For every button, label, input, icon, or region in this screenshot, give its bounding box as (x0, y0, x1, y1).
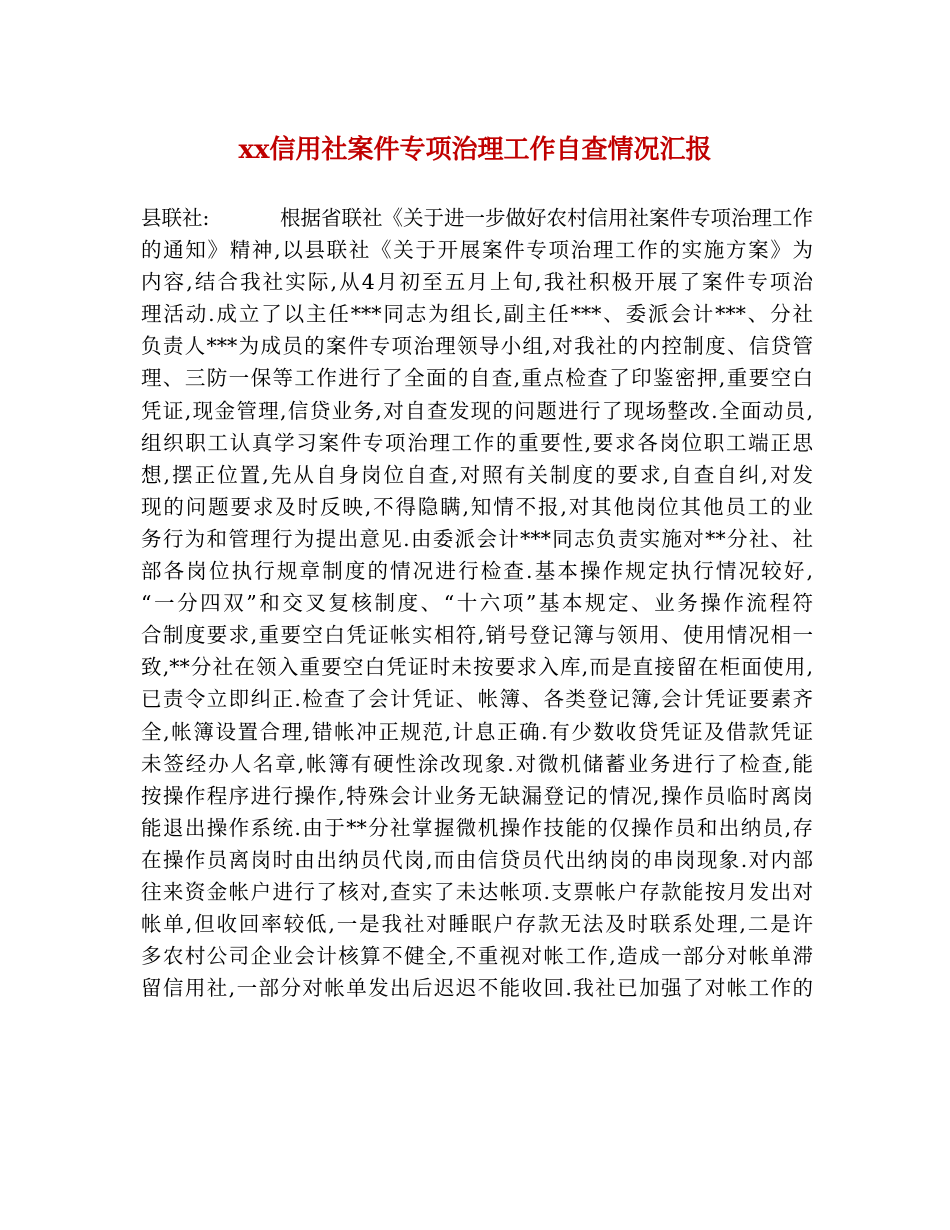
body-line: 合制度要求,重要空白凭证帐实相符,销号登记簿与领用、使用情况相一 (141, 623, 813, 648)
body-line: 务行为和管理行为提出意见.由委派会计***同志负责实施对**分社、社 (141, 526, 813, 551)
body-line: 理活动.成立了以主任***同志为组长,副主任***、委派会计***、分社 (141, 302, 813, 327)
document-title: xx信用社案件专项治理工作自查情况汇报 (238, 135, 712, 165)
body-line: 部各岗位执行规章制度的情况进行检查.基本操作规定执行情况较好, (141, 559, 813, 584)
body-line: 全,帐簿设置合理,错帐冲正规范,计息正确.有少数收贷凭证及借款凭证 (141, 719, 813, 744)
first-line-text: 根据省联社《关于进一步做好农村信用社案件专项治理工作 (280, 206, 813, 230)
body-line: 组织职工认真学习案件专项治理工作的重要性,要求各岗位职工端正思 (141, 430, 813, 455)
body-line: 帐单,但收回率较低,一是我社对睡眠户存款无法及时联系处理,二是许 (141, 912, 813, 937)
body-line: 能退出操作系统.由于**分社掌握微机操作技能的仅操作员和出纳员,存 (141, 815, 813, 840)
body-line: 往来资金帐户进行了核对,查实了未达帐项.支票帐户存款能按月发出对 (141, 879, 813, 904)
body-line: 多农村公司企业会计核算不健全,不重视对帐工作,造成一部分对帐单滞 (141, 944, 813, 969)
body-line: 现的问题要求及时反映,不得隐瞒,知情不报,对其他岗位其他员工的业 (141, 494, 813, 519)
body-line: 致,**分社在领入重要空白凭证时未按要求入库,而是直接留在柜面使用, (141, 655, 813, 680)
document-body (141, 202, 813, 1004)
body-line: “一分四双”和交叉复核制度、“十六项”基本规定、业务操作流程符 (141, 591, 813, 616)
salutation: 县联社: (141, 206, 210, 230)
body-line: 已责令立即纠正.检查了会计凭证、帐簿、各类登记簿,会计凭证要素齐 (141, 687, 813, 712)
body-line: 在操作员离岗时由出纳员代岗,而由信贷员代出纳岗的串岗现象.对内部 (141, 847, 813, 872)
body-line: 负责人***为成员的案件专项治理领导小组,对我社的内控制度、信贷管 (141, 334, 813, 359)
first-line (141, 202, 813, 234)
body-line: 的通知》精神,以县联社《关于开展案件专项治理工作的实施方案》为 (141, 238, 813, 263)
body-line: 想,摆正位置,先从自身岗位自查,对照有关制度的要求,自查自纠,对发 (141, 462, 813, 487)
body-line: 未签经办人名章,帐簿有硬性涂改现象.对微机储蓄业务进行了检查,能 (141, 751, 813, 776)
body-line: 内容,结合我社实际,从4月初至五月上旬,我社积极开展了案件专项治 (141, 270, 813, 295)
body-line: 留信用社,一部分对帐单发出后迟迟不能收回.我社已加强了对帐工作的 (141, 976, 813, 1001)
body-line: 按操作程序进行操作,特殊会计业务无缺漏登记的情况,操作员临时离岗 (141, 783, 813, 808)
body-line: 理、三防一保等工作进行了全面的自查,重点检查了印鉴密押,重要空白 (141, 366, 813, 391)
body-line: 凭证,现金管理,信贷业务,对自查发现的问题进行了现场整改.全面动员, (141, 398, 813, 423)
body-lines (141, 234, 813, 1004)
